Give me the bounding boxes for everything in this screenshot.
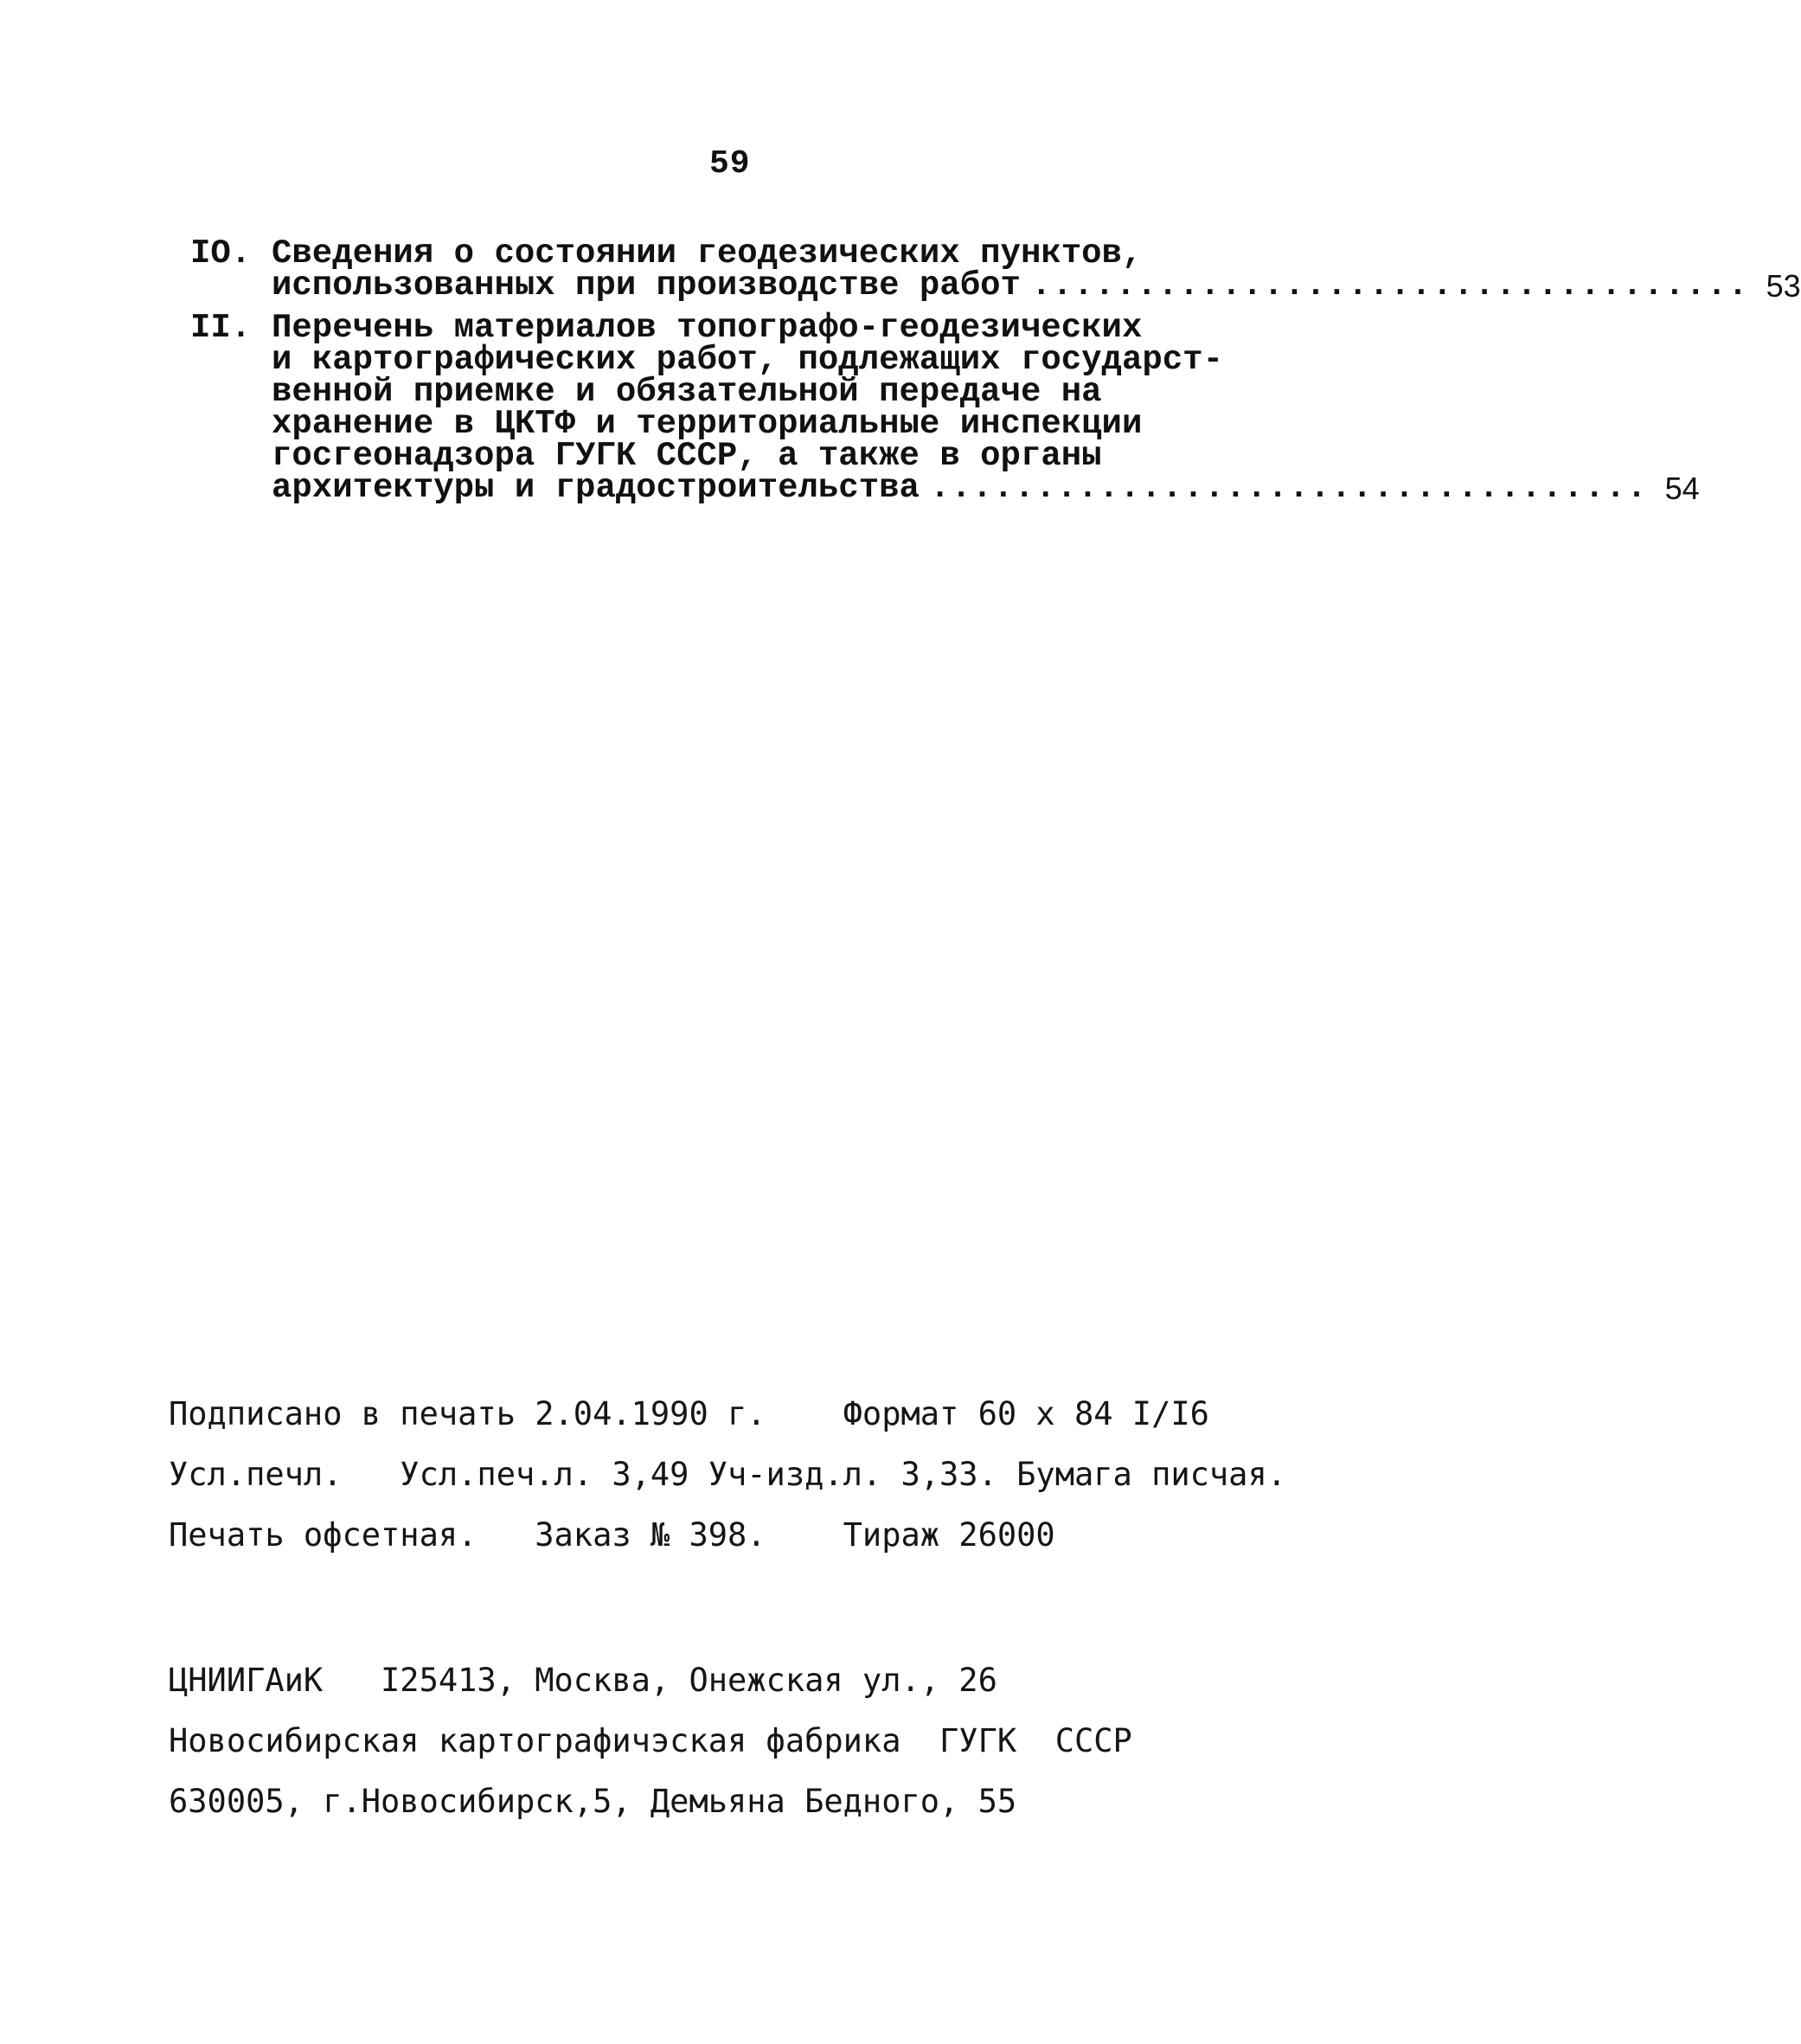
dot-leader: ..................................	[929, 469, 1648, 507]
toc-entry-number: II.	[190, 309, 252, 347]
publisher-line: Новосибирская картографичэская фабрика ГУГК СССР	[169, 1722, 1132, 1759]
toc-entry-page: 53	[1766, 268, 1801, 304]
toc-entry-line: Сведения о состоянии геодезических пунктов,	[272, 234, 1143, 272]
print-details-line: Печать офсетная. Заказ № 398. Тираж 26000	[169, 1516, 1055, 1554]
publisher-line: ЦНИИГАиК I25413, Москва, Онежская ул., 26	[169, 1662, 997, 1699]
table-of-contents	[190, 234, 1801, 515]
toc-entry-last-line	[272, 469, 1700, 507]
toc-entry-title-end: использованных при производстве работ	[272, 266, 1021, 304]
toc-entry-line: и картографических работ, подлежащих государст-	[272, 341, 1223, 379]
print-details-line: Подписано в печать 2.04.1990 г. Формат 60 х 84 I/I6	[169, 1395, 1209, 1432]
imprint-block	[169, 1384, 1362, 1832]
toc-entry-last-line	[272, 266, 1801, 304]
spacer	[169, 1566, 1362, 1650]
toc-entry	[190, 234, 1801, 304]
toc-entry-number: IO.	[190, 234, 252, 272]
toc-entry-line: госгеонадзора ГУГК СССР, а также в органы	[272, 437, 1102, 475]
toc-entry-body	[272, 234, 1801, 304]
print-details-line: Усл.печл. Усл.печ.л. 3,49 Уч-изд.л. 3,33. Бумага писчая.	[169, 1456, 1287, 1493]
toc-entry-line: хранение в ЦКТФ и территориальные инспекции	[272, 405, 1143, 443]
toc-entry-line: венной приемке и обязательной передаче на	[272, 373, 1102, 411]
dot-leader: ..................................	[1030, 266, 1749, 304]
toc-entry-body	[272, 309, 1700, 507]
toc-entry-title-end: архитектуры и градостроительства	[272, 469, 920, 507]
page-number: 59	[709, 145, 751, 183]
toc-entry-page: 54	[1664, 471, 1700, 506]
toc-entry-line: Перечень материалов топографо-геодезических	[272, 309, 1143, 347]
publisher-line: 630005, г.Новосибирск,5, Демьяна Бедного, 55	[169, 1783, 1017, 1820]
toc-entry	[190, 309, 1700, 507]
